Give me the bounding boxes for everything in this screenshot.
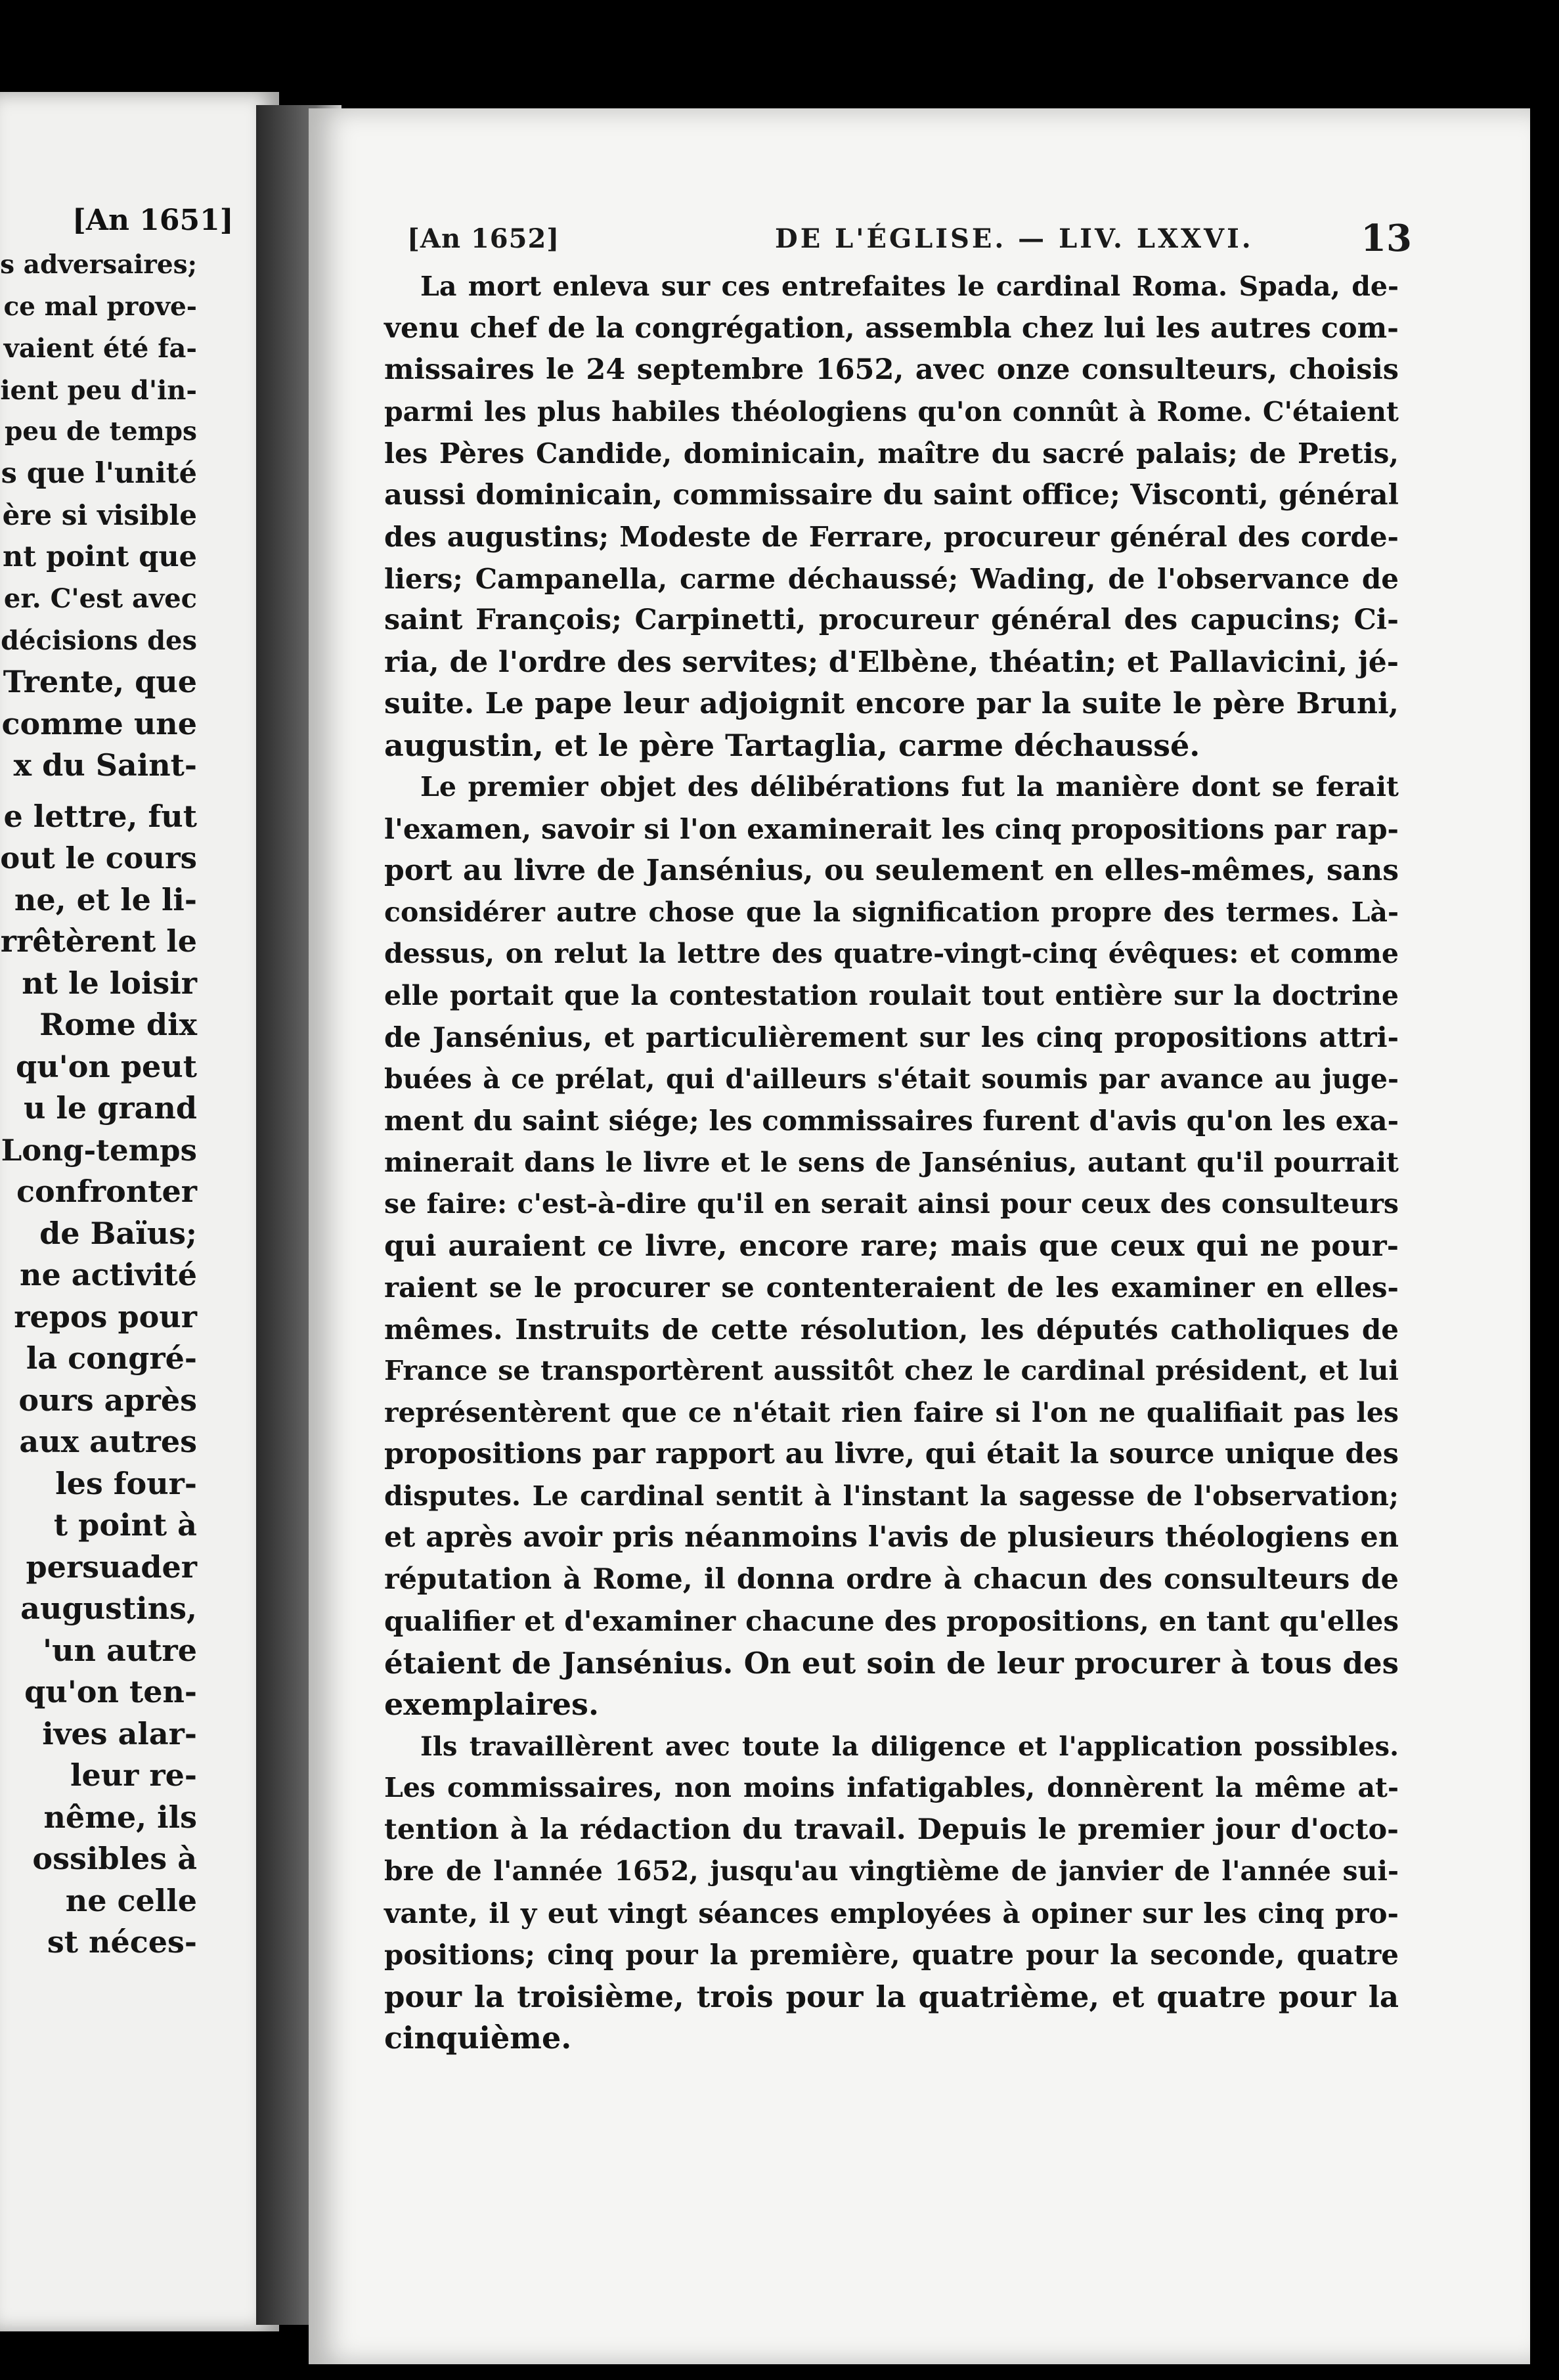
left-page-header: [An 1651]	[72, 204, 234, 237]
text-line: les Pères Candide, dominicain, maître du sacré palais; de Pretis,	[384, 437, 1399, 470]
left-page-line: rrêtèrent le	[0, 923, 197, 959]
text-line: France se transportèrent aussitôt chez le cardinal président, et lui	[384, 1355, 1399, 1386]
left-page-line: confronter	[16, 1174, 197, 1209]
left-page-line: out le cours	[0, 841, 197, 875]
text-line: étaient de Jansénius. On eut soin de leur procurer à tous des	[384, 1645, 1399, 1681]
text-line: missaires le 24 septembre 1652, avec onze consulteurs, choisis	[384, 353, 1399, 386]
left-page-line: ossibles à	[32, 1841, 197, 1876]
left-page-line: leur re-	[70, 1757, 197, 1793]
right-page	[309, 108, 1530, 2364]
left-page-line: s adversaires;	[0, 250, 197, 280]
text-line: dessus, on relut la lettre des quatre-vingt-cinq évêques: et comme	[384, 938, 1399, 969]
left-page-line: comme une	[1, 705, 197, 741]
left-page-line: ne, et le li-	[14, 881, 197, 917]
text-line: Ils travaillèrent avec toute la diligence et l'application possibles.	[420, 1730, 1399, 1762]
text-line: considérer autre chose que la signification propre des termes. Là-	[384, 896, 1399, 928]
text-line: elle portait que la contestation roulait tout entière sur la doctrine	[384, 979, 1399, 1011]
text-line: et après avoir pris néanmoins l'avis de plusieurs théologiens en	[384, 1521, 1399, 1554]
text-line: réputation à Rome, il donna ordre à chacun des consulteurs de	[384, 1562, 1399, 1596]
text-line: port au livre de Jansénius, ou seulement en elles-mêmes, sans	[384, 854, 1399, 887]
text-line: suite. Le pape leur adjoignit encore par la suite le père Bruni,	[384, 687, 1399, 720]
text-line: aussi dominicain, commissaire du saint office; Visconti, général	[384, 478, 1399, 512]
text-line: propositions par rapport au livre, qui était la source unique des	[384, 1438, 1399, 1470]
text-line: exemplaires.	[384, 1686, 599, 1722]
text-line: parmi les plus habiles théologiens qu'on connût à Rome. C'étaient	[384, 395, 1399, 428]
left-page-line: ours après	[18, 1382, 197, 1418]
left-page-line: nême, ils	[43, 1799, 197, 1835]
left-page-line: ne activité	[20, 1257, 197, 1292]
text-line: l'examen, savoir si l'on examinerait les cinq propositions par rap-	[384, 812, 1399, 845]
text-line: La mort enleva sur ces entrefaites le cardinal Roma. Spada, de-	[420, 271, 1399, 302]
left-page-line: t point à	[53, 1507, 197, 1543]
left-page-line: x du Saint-	[13, 747, 197, 783]
text-line: mêmes. Instruits de cette résolution, les députés catholiques de	[384, 1313, 1399, 1346]
left-page-line: peu de temps	[5, 416, 197, 447]
text-line: pour la troisième, trois pour la quatrième, et quatre pour la	[384, 1979, 1399, 2014]
left-page-line: er. C'est avec	[3, 583, 197, 614]
text-line: buées à ce prélat, qui d'ailleurs s'était soumis par avance au juge-	[384, 1063, 1399, 1095]
text-line: positions; cinq pour la première, quatre pour la seconde, quatre	[384, 1939, 1399, 1971]
left-page-line: vaient été fa-	[3, 333, 197, 364]
paragraph	[384, 266, 1399, 766]
left-page-line: ère si visible	[2, 499, 197, 531]
text-line: vante, il y eut vingt séances employées à opiner sur les cinq pro-	[384, 1897, 1399, 1929]
left-page-line: de Baïus;	[39, 1215, 197, 1251]
running-head-year: [An 1652]	[407, 223, 560, 254]
text-line: augustin, et le père Tartaglia, carme déchaussé.	[384, 727, 1200, 763]
paragraph	[384, 1726, 1399, 2060]
page-number: 13	[1361, 217, 1412, 260]
left-page-line: ce mal prove-	[3, 291, 197, 322]
paragraph	[384, 766, 1399, 1726]
left-page-line: augustins,	[20, 1591, 197, 1626]
left-page-line: les four-	[55, 1465, 197, 1501]
left-page	[0, 92, 279, 2331]
text-line: bre de l'année 1652, jusqu'au vingtième de janvier de l'année sui-	[384, 1855, 1399, 1887]
left-page-line: 'un autre	[43, 1632, 197, 1668]
left-page-line: qu'on peut	[16, 1048, 197, 1084]
text-line: représentèrent que ce n'était rien faire si l'on ne qualifiait pas les	[384, 1396, 1399, 1428]
text-line: des augustins; Modeste de Ferrare, procureur général des corde-	[384, 521, 1399, 553]
text-line: de Jansénius, et particulièrement sur les cinq propositions attri-	[384, 1021, 1399, 1053]
left-page-line: la congré-	[26, 1340, 197, 1376]
left-page-line: Rome dix	[39, 1007, 197, 1042]
left-page-line: repos pour	[14, 1298, 197, 1334]
text-line: cinquième.	[384, 2020, 572, 2056]
left-page-text	[0, 244, 197, 1964]
text-line: liers; Campanella, carme déchaussé; Wading, de l'observance de	[384, 562, 1399, 595]
text-line: ment du saint siége; les commissaires furent d'avis qu'on les exa-	[384, 1105, 1399, 1137]
page-body	[384, 266, 1399, 2060]
left-page-line: décisions des	[1, 625, 197, 656]
text-line: se faire: c'est-à-dire qu'il en serait ainsi pour ceux des consulteurs	[384, 1188, 1399, 1220]
left-page-line: e lettre, fut	[3, 798, 197, 834]
left-page-line: ient peu d'in-	[0, 374, 197, 406]
text-line: saint François; Carpinetti, procureur général des capucins; Ci-	[384, 604, 1399, 636]
left-page-line: Long-temps	[1, 1132, 197, 1168]
text-line: qualifier et d'examiner chacune des propositions, en tant qu'elles	[384, 1605, 1399, 1637]
text-line: ria, de l'ordre des servites; d'Elbène, théatin; et Pallavicini, jé-	[384, 645, 1399, 679]
left-page-line: st néces-	[47, 1924, 197, 1960]
left-page-line: aux autres	[19, 1424, 197, 1459]
left-page-line: Trente, que	[3, 664, 197, 699]
left-page-line: u le grand	[23, 1090, 197, 1126]
running-head-title: DE L'ÉGLISE. — LIV. LXXVI.	[775, 223, 1254, 254]
text-line: raient se le procurer se contenteraient de les examiner en elles-	[384, 1271, 1399, 1304]
left-page-line: qu'on ten-	[24, 1674, 197, 1709]
left-page-line: nt point que	[3, 540, 197, 573]
running-head	[407, 217, 1412, 263]
text-line: venu chef de la congrégation, assembla chez lui les autres com-	[384, 311, 1399, 345]
left-page-line: persuader	[26, 1549, 197, 1585]
text-line: qui auraient ce livre, encore rare; mais que ceux qui ne pour-	[384, 1229, 1399, 1263]
left-page-line: ives alar-	[42, 1715, 197, 1752]
text-line: tention à la rédaction du travail. Depuis le premier jour d'octo-	[384, 1813, 1399, 1846]
left-page-line: nt le loisir	[22, 965, 197, 1001]
text-line: minerait dans le livre et le sens de Jansénius, autant qu'il pourrait	[384, 1146, 1399, 1178]
text-line: Le premier objet des délibérations fut la manière dont se ferait	[420, 771, 1399, 803]
text-line: disputes. Le cardinal sentit à l'instant la sagesse de l'observation;	[384, 1480, 1399, 1512]
left-page-line: s que l'unité	[1, 456, 197, 490]
text-line: Les commissaires, non moins infatigables, donnèrent la même at-	[384, 1772, 1399, 1803]
left-page-line: ne celle	[65, 1882, 197, 1918]
